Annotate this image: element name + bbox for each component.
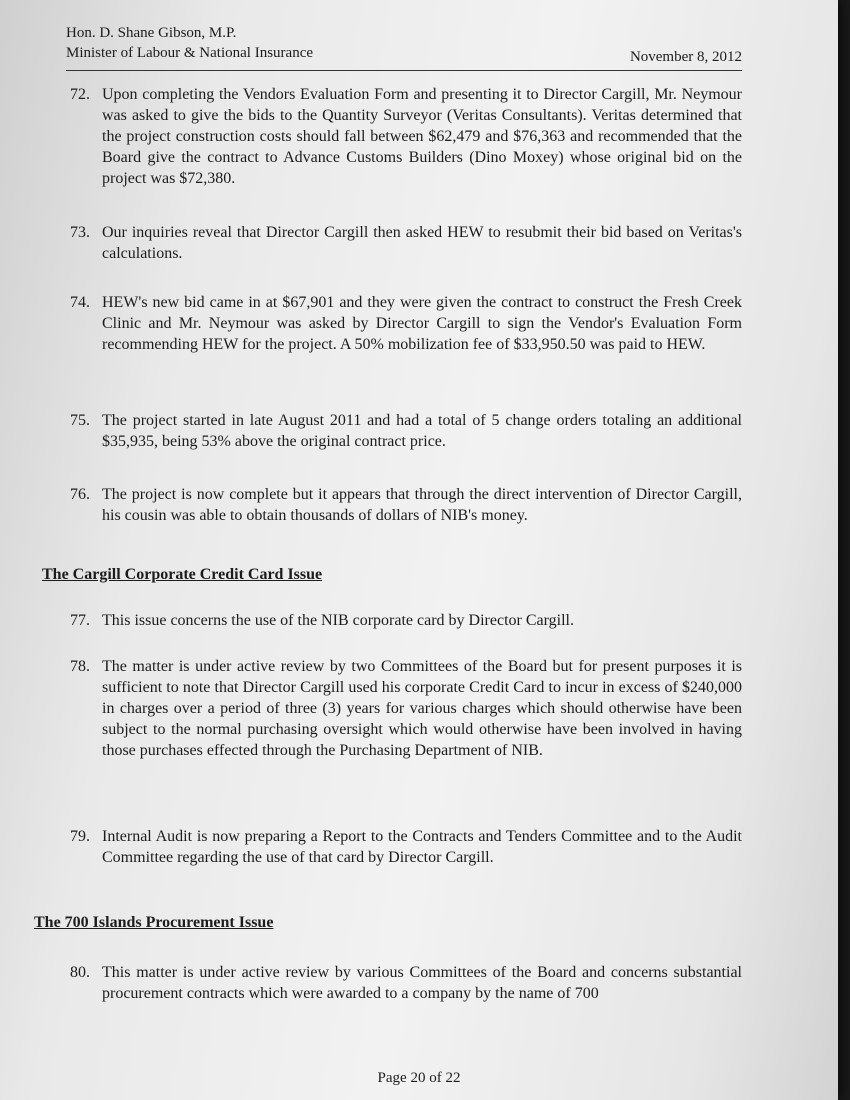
- paragraph-72: [70, 84, 742, 189]
- section-heading-islands: The 700 Islands Procurement Issue: [34, 914, 274, 931]
- page-header: [66, 18, 742, 72]
- paragraph-77: [70, 610, 742, 631]
- header-rule: [66, 70, 742, 71]
- paragraph-number: 76.: [70, 486, 90, 503]
- paragraph-text: Our inquiries reveal that Director Cargill then asked HEW to resubmit their bid based on Veritas's calculations.: [102, 224, 742, 262]
- paragraph-number: 77.: [70, 612, 90, 629]
- paragraph-number: 78.: [70, 658, 90, 675]
- paragraph-75: [70, 410, 742, 452]
- paragraph-text: Upon completing the Vendors Evaluation Form and presenting it to Director Cargill, Mr. Neymour was asked to give the bids to the Quantity Surveyor (Veritas Consultants). Veritas determined that the project construction costs should fall between $62,479 and $76,363 and recommended that the Board give the contract to Advance Customs Builders (Dino Moxey) whose original bid on the project was $72,380.: [102, 86, 742, 187]
- section-heading-cargill: The Cargill Corporate Credit Card Issue: [42, 566, 323, 583]
- paragraph-73: [70, 222, 742, 264]
- paragraph-text: Internal Audit is now preparing a Report to the Contracts and Tenders Committee and to the Audit Committee regarding the use of that card by Director Cargill.: [102, 828, 742, 866]
- paragraph-74: [70, 292, 742, 355]
- paragraph-79: [70, 826, 742, 868]
- paragraph-text: This issue concerns the use of the NIB corporate card by Director Cargill.: [102, 612, 574, 629]
- paragraph-number: 79.: [70, 828, 90, 845]
- header-ministry: Minister of Labour & National Insurance: [66, 45, 314, 61]
- paragraph-text: The matter is under active review by two Committees of the Board but for present purposes it is sufficient to note that Director Cargill used his corporate Credit Card to incur in excess of $240,000 in charges over a period of three (3) years for various charges which should otherwise have been subject to the normal purchasing oversight which would otherwise have been involved in having those purchases effected through the Purchasing Department of NIB.: [102, 658, 742, 759]
- header-date: November 8, 2012: [629, 49, 742, 65]
- paragraph-number: 80.: [70, 964, 90, 981]
- paragraph-78: [70, 656, 742, 761]
- paragraph-text: HEW's new bid came in at $67,901 and they were given the contract to construct the Fresh Creek Clinic and Mr. Neymour was asked by Director Cargill to sign the Vendor's Evaluation Form recommending HEW for the project. A 50% mobilization fee of $33,950.50 was paid to HEW.: [102, 294, 742, 353]
- paragraph-76: [70, 484, 742, 526]
- paragraph-number: 72.: [70, 86, 90, 103]
- paragraph-text: The project is now complete but it appears that through the direct intervention of Director Cargill, his cousin was able to obtain thousands of dollars of NIB's money.: [102, 486, 742, 524]
- page-number: Page 20 of 22: [377, 1070, 461, 1086]
- paragraph-number: 74.: [70, 294, 90, 311]
- paragraph-text: The project started in late August 2011 and had a total of 5 change orders totaling an additional $35,935, being 53% above the original contract price.: [102, 412, 742, 450]
- paragraph-number: 75.: [70, 412, 90, 429]
- paragraph-80: [70, 962, 742, 1004]
- paragraph-text: This matter is under active review by various Committees of the Board and concerns substantial procurement contracts which were awarded to a company by the name of 700: [102, 964, 742, 1002]
- paragraph-number: 73.: [70, 224, 90, 241]
- header-name: Hon. D. Shane Gibson, M.P.: [66, 25, 237, 41]
